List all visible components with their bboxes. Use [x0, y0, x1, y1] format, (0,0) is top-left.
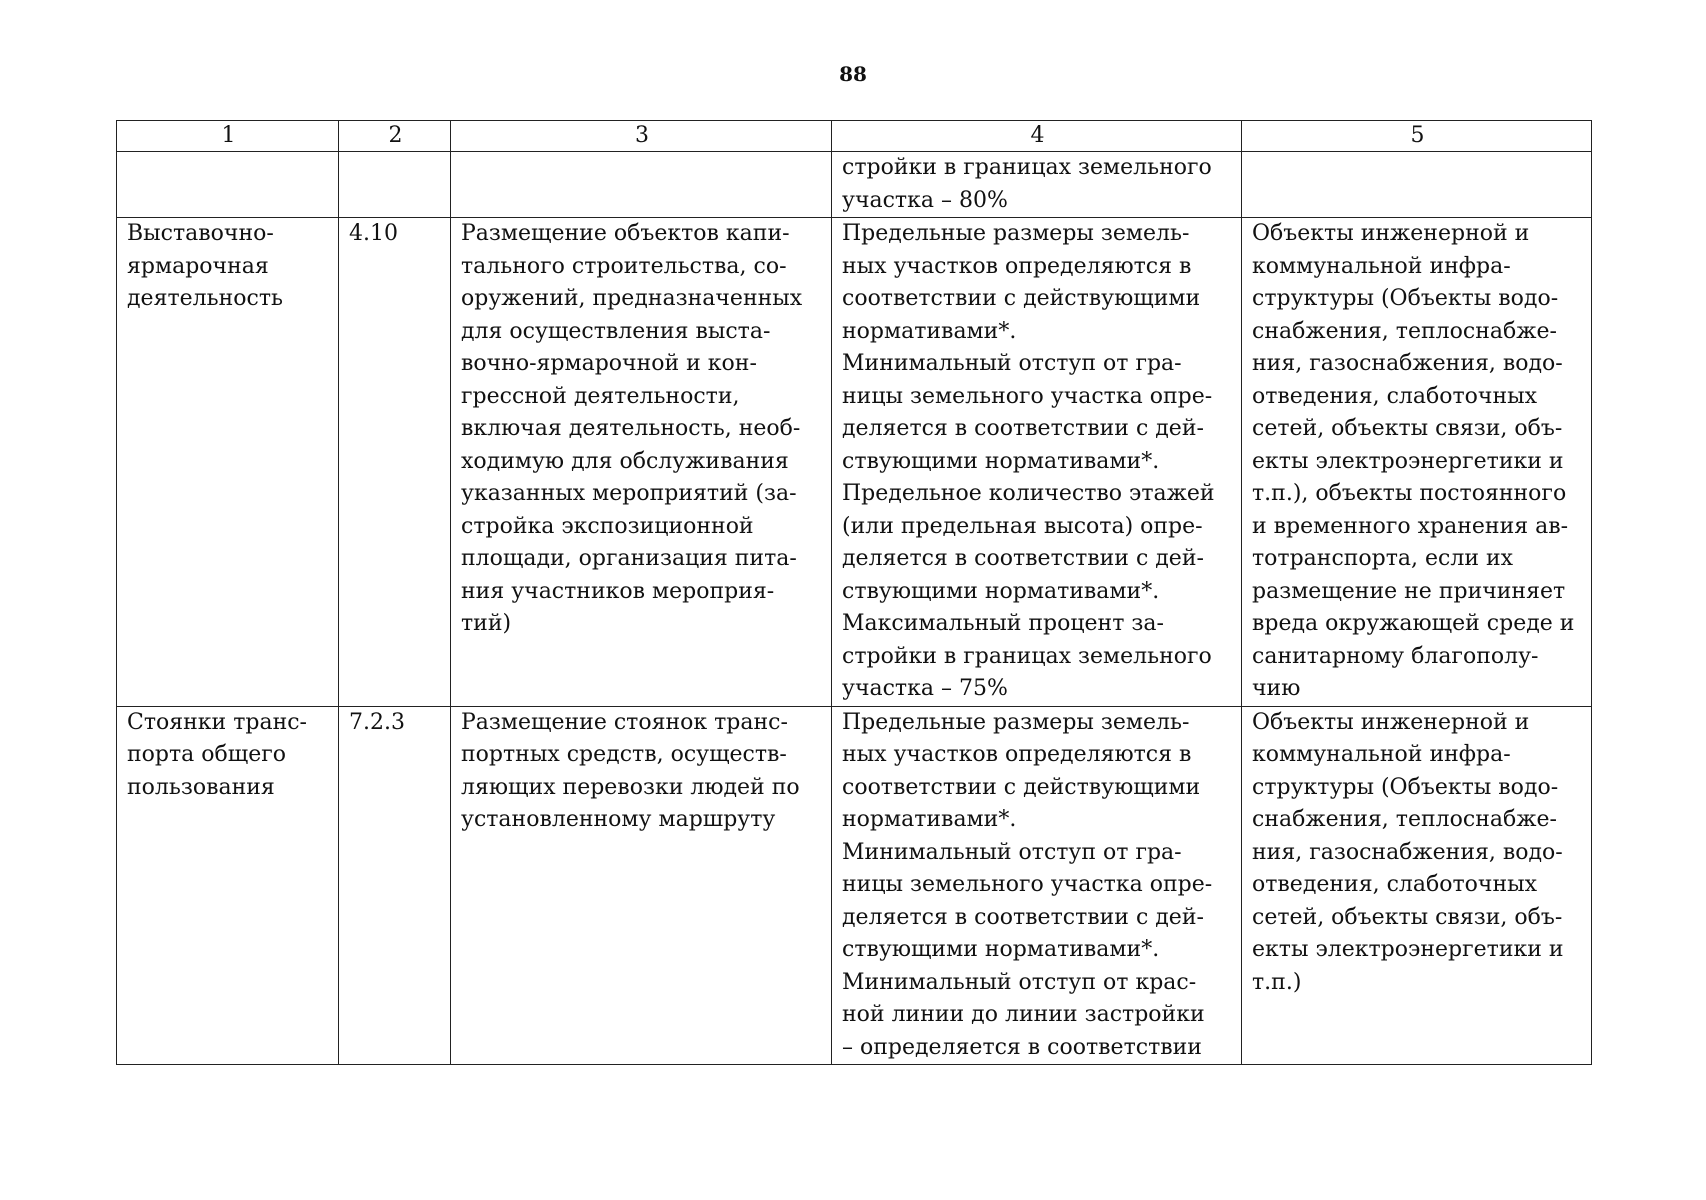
use-type-objects	[1242, 152, 1592, 218]
use-type-objects: Объекты инженерной и коммунальной инфра- структуры (Объекты водо- снабжения, теплоснабже- ния, газоснабжения, водо- отведения, слаботочных сетей, объекты связи, объ- екты электроэнергетики и т.п.), объекты постоянного и временного хранения ав- тотранспорта, если их размещение не причиняет вреда окружающей среде и санитарному благополу- чию	[1242, 218, 1592, 707]
page-number: 88	[839, 62, 867, 86]
use-type-code: 7.2.3	[339, 706, 451, 1065]
use-type-code: 4.10	[339, 218, 451, 707]
use-type-description: Размещение объектов капи- тального строительства, со- оружений, предназначенных для осуществления выста- вочно-ярмарочной и кон- грессной деятельности, включая деятельность, необ- ходимую для обслуживания указанных мероприятий (за- стройка экспозиционной площади, организация пита- ния участников мероприя- тий)	[451, 218, 832, 707]
column-header-5: 5	[1242, 121, 1592, 152]
use-type-name: Стоянки транс- порта общего пользования	[117, 706, 339, 1065]
table-row	[117, 706, 1592, 1065]
use-type-description	[451, 152, 832, 218]
column-header-3: 3	[451, 121, 832, 152]
use-type-description: Размещение стоянок транс- портных средств, осуществ- ляющих перевозки людей по установленному маршруту	[451, 706, 832, 1065]
table-row	[117, 218, 1592, 707]
land-use-table	[116, 120, 1592, 1065]
use-type-parameters: стройки в границах земельного участка – 80%	[832, 152, 1242, 218]
use-type-parameters: Предельные размеры земель- ных участков определяются в соответствии с действующими нормативами*. Минимальный отступ от гра- ницы земельного участка опре- деляется в соответствии с дей- ствующими нормативами*. Предельное количество этажей (или предельная высота) опре- деляется в соответствии с дей- ствующими нормативами*. Максимальный процент за- стройки в границах земельного участка – 75%	[832, 218, 1242, 707]
use-type-parameters: Предельные размеры земель- ных участков определяются в соответствии с действующими нормативами*. Минимальный отступ от гра- ницы земельного участка опре- деляется в соответствии с дей- ствующими нормативами*. Минимальный отступ от крас- ной линии до линии застройки – определяется в соответствии	[832, 706, 1242, 1065]
column-header-4: 4	[832, 121, 1242, 152]
use-type-objects: Объекты инженерной и коммунальной инфра- структуры (Объекты водо- снабжения, теплоснабже- ния, газоснабжения, водо- отведения, слаботочных сетей, объекты связи, объ- екты электроэнергетики и т.п.)	[1242, 706, 1592, 1065]
table-row	[117, 152, 1592, 218]
use-type-name: Выставочно- ярмарочная деятельность	[117, 218, 339, 707]
column-header-1: 1	[117, 121, 339, 152]
use-type-name	[117, 152, 339, 218]
table-header-row	[117, 121, 1592, 152]
use-type-code	[339, 152, 451, 218]
column-header-2: 2	[339, 121, 451, 152]
